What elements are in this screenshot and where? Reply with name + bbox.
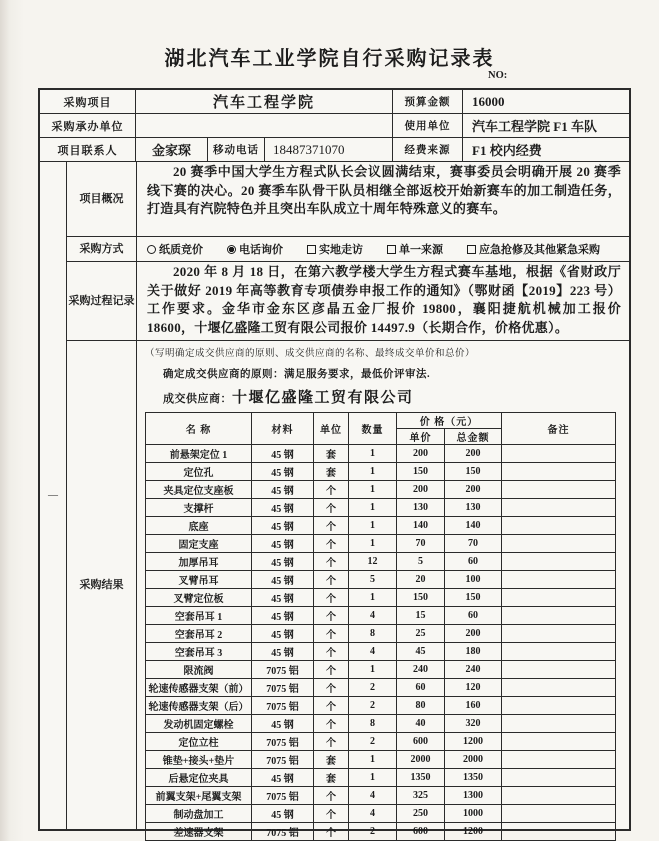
supplier-label: 成交供应商： [163,393,232,405]
item-qty-cell: 2 [349,697,397,715]
item-material-cell: 45 钢 [252,769,314,787]
item-name-cell: 叉臂定位板 [146,589,252,607]
item-unit-cell: 个 [314,715,349,733]
row-method [67,236,629,261]
procurement-form-table [38,88,631,839]
header-unit: 单位 [314,413,349,445]
item-qty-cell: 4 [349,643,397,661]
item-material-cell: 7075 铝 [252,751,314,769]
item-unit-price-cell: 70 [397,535,445,553]
item-qty-cell: 1 [349,769,397,787]
item-material-cell: 45 钢 [252,643,314,661]
radio-icon [227,245,236,254]
item-material-cell: 45 钢 [252,805,314,823]
item-unit-cell: 套 [314,445,349,463]
item-qty-cell: 8 [349,715,397,733]
method-option-label: 单一来源 [399,244,443,256]
method-option-label: 应急抢修及其他紧急采购 [479,244,600,256]
row-undertaker [40,113,629,137]
item-name-cell: 制动盘加工 [146,805,252,823]
item-unit-cell: 个 [314,607,349,625]
row-contact [40,137,629,161]
radio-icon [147,245,156,254]
item-total-cell: 120 [445,679,502,697]
item-remark-cell [502,481,616,499]
header-remark: 备注 [502,413,616,445]
item-unit-price-cell: 150 [397,463,445,481]
item-name-cell: 后悬定位夹具 [146,769,252,787]
item-qty-cell: 2 [349,679,397,697]
item-qty-cell: 4 [349,805,397,823]
checkbox-icon [467,245,476,254]
item-remark-cell [502,625,616,643]
form-lower-block [40,161,629,839]
method-option-label: 电话询价 [239,244,283,256]
item-remark-cell [502,499,616,517]
item-name-cell: 轮速传感器支架（后） [146,697,252,715]
item-unit-cell: 套 [314,769,349,787]
item-unit-price-cell: 600 [397,733,445,751]
budget-label: 预算金额 [392,90,462,113]
checkbox-icon [307,245,316,254]
item-material-cell: 7075 铝 [252,697,314,715]
supplier-name: 十堰亿盛隆工贸有限公司 [232,390,414,406]
header-unit-price: 单价 [397,429,445,445]
item-qty-cell: 1 [349,535,397,553]
item-qty-cell: 2 [349,733,397,751]
item-material-cell: 7075 铝 [252,733,314,751]
item-unit-cell: 个 [314,787,349,805]
item-remark-cell [502,553,616,571]
item-material-cell: 45 钢 [252,625,314,643]
item-total-cell: 1300 [445,787,502,805]
mobile-label: 移动电话 [207,138,264,161]
item-unit-price-cell: 325 [397,787,445,805]
method-option [467,241,600,257]
item-qty-cell: 1 [349,751,397,769]
undertaker-label: 采购承办单位 [51,120,124,133]
item-material-cell: 45 钢 [252,589,314,607]
table-row [146,607,616,625]
item-material-cell: 45 钢 [252,607,314,625]
side-merged-cell: — [40,162,67,829]
item-material-cell: 45 钢 [252,517,314,535]
using-unit-value: 汽车工程学院 F1 车队 [462,114,629,137]
item-unit-cell: 个 [314,589,349,607]
fund-value: F1 校内经费 [462,138,629,161]
item-name-cell: 定位立柱 [146,733,252,751]
item-unit-cell: 个 [314,661,349,679]
item-qty-cell: 1 [349,481,397,499]
item-name-cell: 支撑杆 [146,499,252,517]
item-remark-cell [502,751,616,769]
item-total-cell: 150 [445,463,502,481]
table-row [146,643,616,661]
item-total-cell: 60 [445,607,502,625]
items-table [145,412,616,841]
item-unit-price-cell: 25 [397,625,445,643]
table-row [146,823,616,841]
item-unit-price-cell: 5 [397,553,445,571]
item-remark-cell [502,607,616,625]
items-header-row-1 [146,413,616,429]
budget-value: 16000 [462,90,629,113]
table-row [146,517,616,535]
item-material-cell: 45 钢 [252,463,314,481]
table-row [146,589,616,607]
item-total-cell: 1200 [445,733,502,751]
item-remark-cell [502,571,616,589]
item-material-cell: 7075 铝 [252,679,314,697]
header-material: 材料 [252,413,314,445]
item-total-cell: 130 [445,499,502,517]
table-row [146,679,616,697]
table-row [146,445,616,463]
item-name-cell: 限流阀 [146,661,252,679]
item-unit-cell: 个 [314,679,349,697]
item-total-cell: 200 [445,625,502,643]
table-row [146,661,616,679]
item-total-cell: 320 [445,715,502,733]
item-material-cell: 7075 铝 [252,787,314,805]
method-option [147,241,203,257]
row-process [67,261,629,340]
row-overview [67,162,629,236]
item-name-cell: 定位孔 [146,463,252,481]
item-name-cell: 固定支座 [146,535,252,553]
item-material-cell: 7075 铝 [252,823,314,841]
table-row [146,751,616,769]
purchase-project-label: 采购项目 [63,96,112,109]
mobile-value: 18487371070 [264,138,392,161]
item-total-cell: 60 [445,553,502,571]
item-qty-cell: 1 [349,463,397,481]
item-qty-cell: 12 [349,553,397,571]
item-unit-cell: 个 [314,481,349,499]
header-total: 总金额 [445,429,502,445]
table-row [146,697,616,715]
undertaker-value [135,114,392,137]
method-label: 采购方式 [79,242,124,255]
item-unit-cell: 个 [314,805,349,823]
table-row [146,769,616,787]
item-unit-price-cell: 40 [397,715,445,733]
item-name-cell: 空套吊耳 1 [146,607,252,625]
item-remark-cell [502,463,616,481]
item-remark-cell [502,661,616,679]
table-row [146,571,616,589]
item-unit-price-cell: 1350 [397,769,445,787]
method-options [137,237,629,261]
item-unit-price-cell: 80 [397,697,445,715]
page-title: 湖北汽车工业学院自行采购记录表 [164,48,495,70]
method-option-label: 纸质竞价 [159,244,203,256]
item-remark-cell [502,769,616,787]
item-qty-cell: 4 [349,607,397,625]
process-label: 采购过程记录 [68,294,135,307]
item-material-cell: 7075 铝 [252,661,314,679]
item-name-cell: 发动机固定螺栓 [146,715,252,733]
item-name-cell: 夹具定位支座板 [146,481,252,499]
table-row [146,463,616,481]
item-unit-cell: 套 [314,751,349,769]
item-name-cell: 前悬架定位 1 [146,445,252,463]
item-material-cell: 45 钢 [252,553,314,571]
item-remark-cell [502,679,616,697]
table-row [146,535,616,553]
item-name-cell: 叉臂吊耳 [146,571,252,589]
item-unit-price-cell: 150 [397,589,445,607]
item-name-cell: 前翼支架+尾翼支架 [146,787,252,805]
item-unit-price-cell: 20 [397,571,445,589]
item-unit-cell: 个 [314,499,349,517]
item-unit-cell: 个 [314,571,349,589]
item-total-cell: 160 [445,697,502,715]
table-row [146,787,616,805]
item-unit-price-cell: 140 [397,517,445,535]
item-total-cell: 2000 [445,751,502,769]
method-content [136,237,629,261]
method-option-label: 实地走访 [319,244,363,256]
item-total-cell: 1350 [445,769,502,787]
overview-label: 项目概况 [79,192,124,205]
item-unit-cell: 个 [314,625,349,643]
item-total-cell: 1000 [445,805,502,823]
method-option [387,241,443,257]
item-remark-cell [502,787,616,805]
item-qty-cell: 1 [349,661,397,679]
item-unit-cell: 套 [314,463,349,481]
item-unit-cell: 个 [314,823,349,841]
overview-content [136,162,629,236]
item-qty-cell: 8 [349,625,397,643]
item-total-cell: 200 [445,445,502,463]
header-name: 名 称 [146,413,252,445]
result-content [136,341,629,839]
item-unit-price-cell: 45 [397,643,445,661]
item-qty-cell: 5 [349,571,397,589]
item-qty-cell: 4 [349,787,397,805]
item-name-cell: 锥垫+接头+垫片 [146,751,252,769]
item-name-cell: 差速器支架 [146,823,252,841]
item-unit-price-cell: 15 [397,607,445,625]
item-unit-cell: 个 [314,517,349,535]
item-remark-cell [502,589,616,607]
table-row [146,733,616,751]
item-total-cell: 100 [445,571,502,589]
item-total-cell: 1200 [445,823,502,841]
row-result [67,340,629,839]
item-unit-price-cell: 240 [397,661,445,679]
item-material-cell: 45 钢 [252,715,314,733]
item-unit-cell: 个 [314,733,349,751]
method-option [307,241,363,257]
item-material-cell: 45 钢 [252,535,314,553]
item-qty-cell: 1 [349,517,397,535]
supplier-principle: 确定成交供应商的原则：满足服务要求，最低价评审法. [163,369,431,380]
item-name-cell: 底座 [146,517,252,535]
item-material-cell: 45 钢 [252,445,314,463]
item-remark-cell [502,715,616,733]
item-name-cell: 轮速传感器支架（前） [146,679,252,697]
checkbox-icon [387,245,396,254]
contact-label: 项目联系人 [57,144,118,157]
item-unit-cell: 个 [314,553,349,571]
item-total-cell: 70 [445,535,502,553]
using-unit-label: 使用单位 [392,114,462,137]
process-text: 2020 年 8 月 18 日，在第六教学楼大学生方程式赛车基地，根据《省财政厅关于做好 2019 年高等教育专项债券申报工作的通知》（鄂财函【2019】223 号）工作要求。金华市金东区彦晶五金厂报价 19800，襄阳捷航机械加工报价 18600，十堰亿盛隆工贸有限公司报价 14497.9（长期合作，价格优惠）。 [147,264,621,335]
item-unit-cell: 个 [314,535,349,553]
item-material-cell: 45 钢 [252,571,314,589]
header-qty: 数量 [349,413,397,445]
purchase-project-value: 汽车工程学院 [135,90,392,113]
overview-text: 20 赛季中国大学生方程式队长会议圆满结束，赛事委员会明确开展 20 赛季线下赛的决心。20 赛季车队骨干队员相继全部返校开始新赛车的加工制造任务，打造具有汽院特色并且突出车队成立十周年特殊意义的赛车。 [147,164,621,216]
fund-label: 经费来源 [392,138,462,161]
item-unit-price-cell: 200 [397,445,445,463]
item-remark-cell [502,535,616,553]
item-qty-cell: 2 [349,823,397,841]
table-row [146,715,616,733]
item-material-cell: 45 钢 [252,481,314,499]
item-remark-cell [502,445,616,463]
table-row [146,805,616,823]
result-hint: （写明确定成交供应商的原则、成交供应商的名称、最终成交单价和总价） [145,349,476,359]
item-total-cell: 180 [445,643,502,661]
item-remark-cell [502,517,616,535]
item-unit-price-cell: 130 [397,499,445,517]
result-label: 采购结果 [79,578,124,591]
method-option [227,241,283,257]
table-row [146,553,616,571]
table-row [146,499,616,517]
item-remark-cell [502,823,616,841]
item-remark-cell [502,643,616,661]
row-purchase-project [40,90,629,113]
item-name-cell: 空套吊耳 3 [146,643,252,661]
item-name-cell: 空套吊耳 2 [146,625,252,643]
item-total-cell: 150 [445,589,502,607]
item-qty-cell: 1 [349,499,397,517]
item-unit-price-cell: 60 [397,679,445,697]
item-unit-cell: 个 [314,643,349,661]
item-remark-cell [502,697,616,715]
table-row [146,481,616,499]
item-total-cell: 240 [445,661,502,679]
item-unit-price-cell: 2000 [397,751,445,769]
item-name-cell: 加厚吊耳 [146,553,252,571]
item-total-cell: 140 [445,517,502,535]
process-content [136,262,629,340]
contact-value: 金家琛 [135,138,207,161]
item-unit-price-cell: 200 [397,481,445,499]
item-qty-cell: 1 [349,445,397,463]
item-unit-cell: 个 [314,697,349,715]
item-remark-cell [502,733,616,751]
item-total-cell: 200 [445,481,502,499]
item-unit-price-cell: 250 [397,805,445,823]
doc-number-label: NO: [488,70,508,81]
item-material-cell: 45 钢 [252,499,314,517]
item-unit-price-cell: 600 [397,823,445,841]
header-price-group: 价 格（元） [397,413,502,429]
supplier-line [137,381,629,407]
item-remark-cell [502,805,616,823]
table-row [146,625,616,643]
item-qty-cell: 1 [349,589,397,607]
